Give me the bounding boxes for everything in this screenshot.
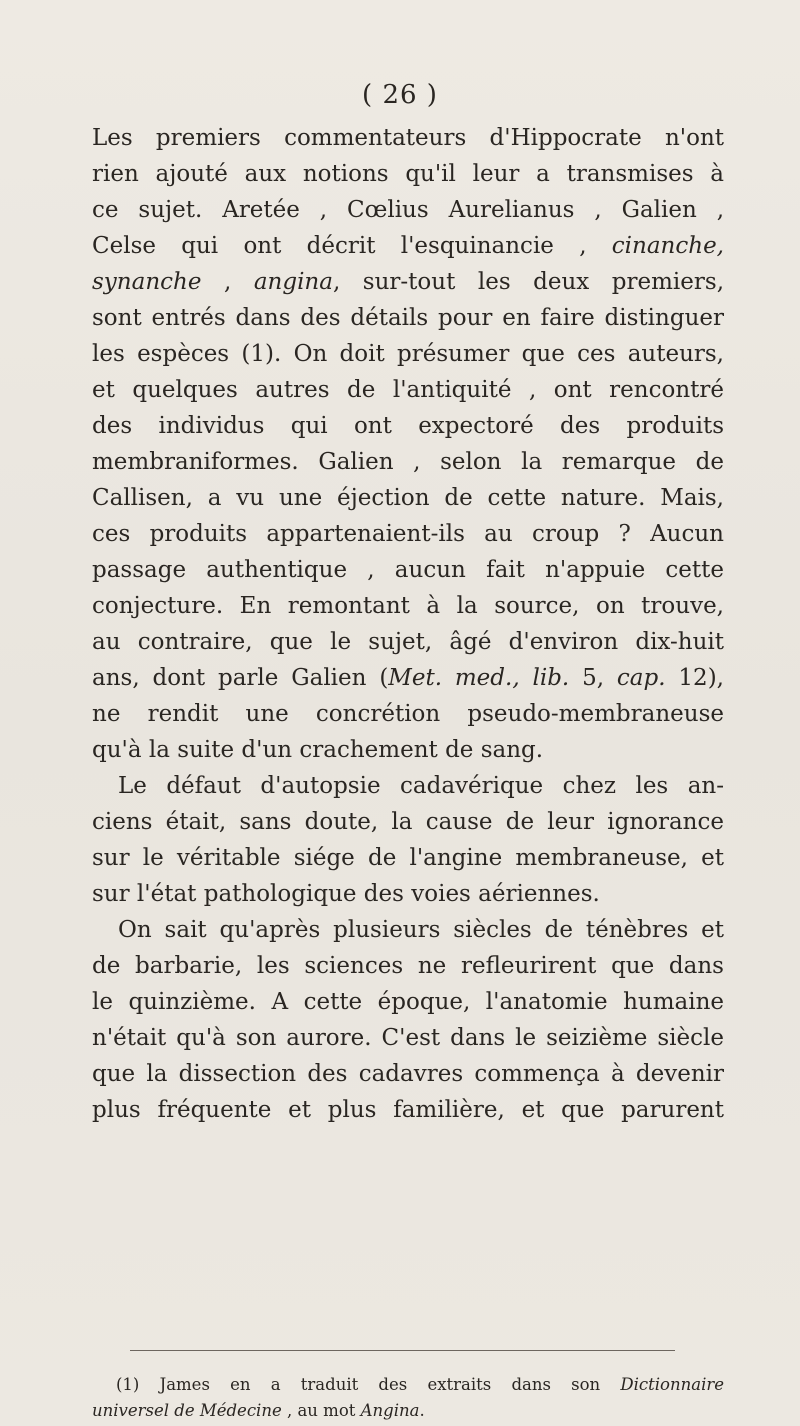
text-line: des individus qui ont expectoré des produits [92,413,724,439]
text-segment: 5, [569,665,617,691]
italic-term: angina [253,269,333,295]
text-segment: , sur-tout les deux premiers, [332,269,725,295]
text-line: ces produits appartenaient-ils au croup ? Aucun [92,521,724,547]
text-line: conjecture. En remontant à la source, on trouve, [92,593,724,619]
text-line: les espèces (1). On doit présumer que ces auteurs, [92,341,724,367]
text-line [92,264,724,300]
footnote-line [92,1398,724,1424]
text-line: sont entrés dans des détails pour en faire distinguer [92,305,724,331]
text-line: qu'à la suite d'un crachement de sang. [92,737,544,763]
footnote [92,1372,724,1424]
text-segment: ans, dont parle Galien ( [92,665,389,691]
text-line: ce sujet. Aretée , Cœlius Aurelianus , Galien , [92,197,724,223]
italic-term: cinanche, [611,233,724,259]
text-line: le quinzième. A cette époque, l'anatomie humaine [92,989,724,1015]
text-line [92,228,724,264]
text-line: de barbarie, les sciences ne refleurirent que dans [92,953,724,979]
text-line: au contraire, que le sujet, âgé d'environ dix-huit [92,629,724,655]
text-line: Callisen, a vu une éjection de cette nature. Mais, [92,485,724,511]
text-line: sur l'état pathologique des voies aériennes. [92,881,600,907]
text-line: et quelques autres de l'antiquité , ont rencontré [92,377,724,403]
footnote-italic: universel de Médecine [92,1401,282,1420]
text-line: membraniformes. Galien , selon la remarque de [92,449,724,475]
footnote-divider [130,1350,675,1351]
text-line: On sait qu'après plusieurs siècles de ténèbres et [118,917,724,943]
text-line [92,660,724,696]
footnote-line [92,1372,724,1398]
italic-citation: cap. [616,665,666,691]
text-line: Le défaut d'autopsie cadavérique chez les an- [118,773,724,799]
text-line: rien ajouté aux notions qu'il leur a transmises à [92,161,724,187]
italic-citation: Met. med., lib. [388,665,570,691]
text-line: ciens était, sans doute, la cause de leur ignorance [92,809,724,835]
text-line: sur le véritable siége de l'angine membraneuse, et [92,845,724,871]
page-number: ( 26 ) [362,80,438,110]
footnote-italic: Dictionnaire [620,1375,724,1394]
text-segment: Celse qui ont décrit l'esquinancie , [92,233,612,259]
text-line: que la dissection des cadavres commença à devenir [92,1061,724,1087]
italic-term: synanche [92,269,202,295]
main-text [92,120,724,1128]
text-segment: , [201,269,254,295]
text-line: passage authentique , aucun fait n'appuie cette [92,557,724,583]
text-line: plus fréquente et plus familière, et que parurent [92,1097,724,1123]
text-line: ne rendit une concrétion pseudo-membraneuse [92,701,724,727]
text-segment: 12), [665,665,724,691]
footnote-text: . [419,1401,425,1420]
footnote-text: , au mot [281,1401,361,1420]
footnote-text: (1) James en a traduit des extraits dans son [116,1375,621,1394]
footnote-italic: Angina [360,1401,420,1420]
text-line: n'était qu'à son aurore. C'est dans le seizième siècle [92,1025,724,1051]
text-line: Les premiers commentateurs d'Hippocrate n'ont [92,125,724,151]
